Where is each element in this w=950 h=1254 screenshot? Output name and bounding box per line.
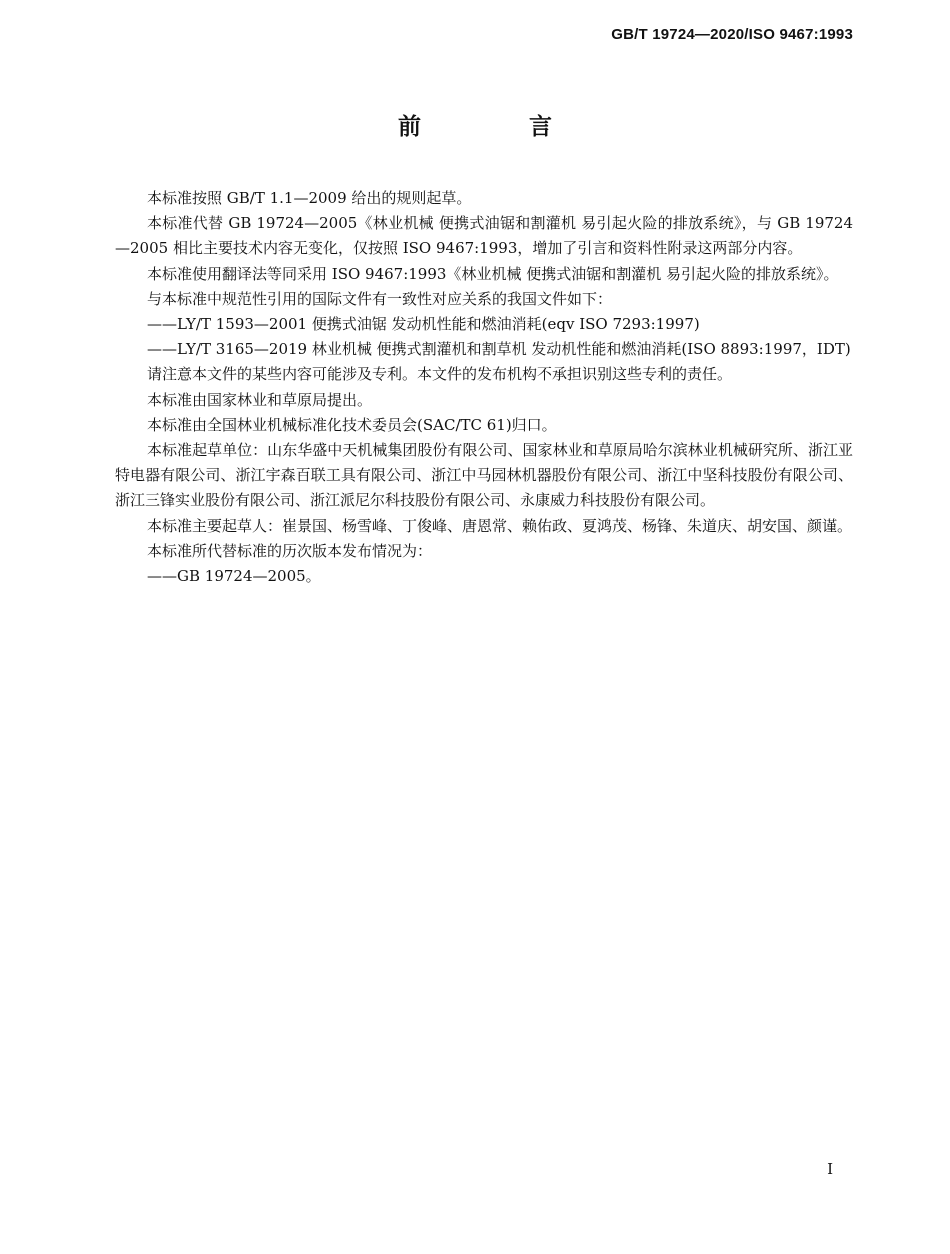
paragraph-patent-notice: 请注意本文件的某些内容可能涉及专利。本文件的发布机构不承担识别这些专利的责任。 [147, 365, 733, 384]
list-item-ly-t-3165: ——LY/T 3165—2019 林业机械 便携式割灌机和割草机 发动机性能和燃油消耗(ISO 8893:1997，IDT) [147, 340, 851, 359]
standard-code-header: GB/T 19724—2020/ISO 9467:1993 [611, 26, 853, 43]
paragraph-main-drafters: 本标准主要起草人：崔景国、杨雪峰、丁俊峰、唐恩常、赖佑政、夏鸿茂、杨锋、朱道庆、胡安国、颜谨。 [147, 516, 853, 535]
list-item-ly-t-1593: ——LY/T 1593—2001 便携式油锯 发动机性能和燃油消耗(eqv ISO 7293:1997) [147, 315, 700, 334]
paragraph-corresponding-docs: 与本标准中规范性引用的国际文件有一致性对应关系的我国文件如下： [147, 289, 613, 308]
paragraph-proposed-by: 本标准由国家林业和草原局提出。 [147, 390, 373, 409]
paragraph-replacement: 本标准代替 GB 19724—2005《林业机械 便携式油锯和割灌机 易引起火险的排放系统》，与 GB 19724—2005 相比主要技术内容无变化，仅按照 ISO 9467:1993，增加了引言和资料性附录这两部分内容。 [115, 214, 853, 258]
page-title: 前 言 [397, 114, 602, 140]
page-number: I [827, 1160, 833, 1178]
paragraph-drafting-rules: 本标准按照 GB/T 1.1—2009 给出的规则起草。 [147, 189, 472, 207]
list-item-gb-19724-2005: ——GB 19724—2005。 [147, 567, 321, 586]
paragraph-drafting-units: 本标准起草单位：山东华盛中天机械集团股份有限公司、国家林业和草原局哈尔滨林业机械研究所、浙江亚特电器有限公司、浙江宇森百联工具有限公司、浙江中马园林机器股份有限公司、浙江中坚科技股份有限公司、浙江三锋实业股份有限公司、浙江派尼尔科技股份有限公司、永康威力科技股份有限公司。 [115, 441, 853, 510]
paragraph-previous-editions: 本标准所代替标准的历次版本发布情况为： [147, 541, 433, 560]
paragraph-under-jurisdiction: 本标准由全国林业机械标准化技术委员会(SAC/TC 61)归口。 [147, 415, 557, 434]
paragraph-translation-method: 本标准使用翻译法等同采用 ISO 9467:1993《林业机械 便携式油锯和割灌机 易引起火险的排放系统》。 [147, 264, 839, 283]
foreword-body [115, 186, 853, 589]
